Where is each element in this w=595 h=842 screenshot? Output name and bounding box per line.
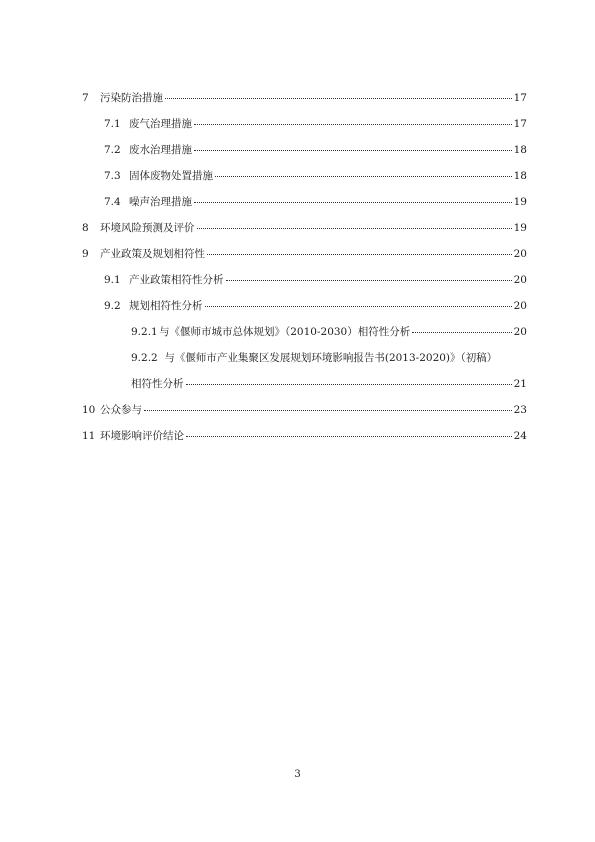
toc-leader-dots	[215, 176, 512, 177]
toc-title: 与《偃师市城市总体规划》（2010-2030）相符性分析	[159, 326, 411, 338]
toc-title: 噪声治理措施	[129, 196, 192, 208]
toc-title: 公众参与	[100, 404, 142, 416]
toc-number: 11	[82, 430, 96, 442]
toc-leader-dots	[412, 332, 511, 333]
toc-entry-9-1[interactable]	[104, 274, 527, 287]
toc-entry-9[interactable]	[82, 248, 527, 261]
toc-leader-dots	[194, 202, 512, 203]
toc-page-number: 17	[513, 92, 527, 104]
toc-number: 8	[82, 222, 89, 234]
toc-number: 9	[82, 248, 89, 260]
toc-title: 废水治理措施	[129, 144, 192, 156]
toc-page-number: 24	[513, 430, 527, 442]
toc-leader-dots	[194, 124, 512, 125]
toc-title: 产业政策相符性分析	[129, 274, 224, 286]
page-number: 3	[294, 769, 301, 780]
toc-entry-9-2-2-continued[interactable]	[131, 378, 527, 391]
toc-title: 废气治理措施	[129, 118, 192, 130]
toc-number: 7.2	[104, 144, 121, 156]
toc-page-number: 23	[513, 404, 527, 416]
toc-page-number: 17	[513, 118, 527, 130]
toc-entry-7[interactable]	[82, 92, 527, 105]
toc-page-number: 21	[513, 378, 527, 390]
toc-entry-7-4[interactable]	[104, 196, 527, 209]
toc-leader-dots	[197, 228, 512, 229]
toc-entry-8[interactable]	[82, 222, 527, 235]
toc-title: 环境风险预测及评价	[100, 222, 195, 234]
toc-entry-7-1[interactable]	[104, 118, 527, 131]
toc-leader-dots	[186, 436, 512, 437]
toc-page-number: 18	[513, 144, 527, 156]
toc-page-number: 20	[513, 326, 527, 338]
toc-number: 9.1	[104, 274, 121, 286]
toc-entry-9-2-2[interactable]	[131, 352, 527, 365]
toc-title: 污染防治措施	[100, 92, 163, 104]
toc-number: 7.4	[104, 196, 121, 208]
toc-entry-7-2[interactable]	[104, 144, 527, 157]
toc-page-number: 20	[513, 248, 527, 260]
toc-title: 规划相符性分析	[129, 300, 203, 312]
toc-entry-9-2[interactable]	[104, 300, 527, 313]
toc-title-line1: 与《偃师市产业集聚区发展规划环境影响报告书(2013-2020)》（初稿）	[164, 352, 498, 364]
toc-leader-dots	[194, 150, 512, 151]
toc-title: 产业政策及规划相符性	[100, 248, 205, 260]
toc-leader-dots	[205, 306, 512, 307]
toc-leader-dots	[186, 384, 512, 385]
toc-title: 固体废物处置措施	[129, 170, 213, 182]
toc-entry-10[interactable]	[82, 404, 527, 417]
toc-number: 7	[82, 92, 89, 104]
toc-title: 环境影响评价结论	[100, 430, 184, 442]
toc-page-number: 18	[513, 170, 527, 182]
toc-number: 10	[82, 404, 96, 416]
toc-page-number: 20	[513, 300, 527, 312]
toc-page-number: 19	[513, 196, 527, 208]
toc-number: 9.2.1	[131, 326, 158, 338]
toc-leader-dots	[144, 410, 512, 411]
toc-entry-9-2-1[interactable]	[131, 326, 527, 339]
toc-entry-7-3[interactable]	[104, 170, 527, 183]
toc-number: 9.2	[104, 300, 121, 312]
toc-page-number: 19	[513, 222, 527, 234]
toc-page-number: 20	[513, 274, 527, 286]
toc-number: 9.2.2	[131, 352, 158, 364]
toc-number: 7.3	[104, 170, 121, 182]
toc-leader-dots	[207, 254, 512, 255]
toc-leader-dots	[165, 98, 512, 99]
toc-number: 7.1	[104, 118, 121, 130]
toc-leader-dots	[226, 280, 512, 281]
toc-title-line2: 相符性分析	[131, 378, 184, 390]
toc-entry-11[interactable]	[82, 430, 527, 443]
